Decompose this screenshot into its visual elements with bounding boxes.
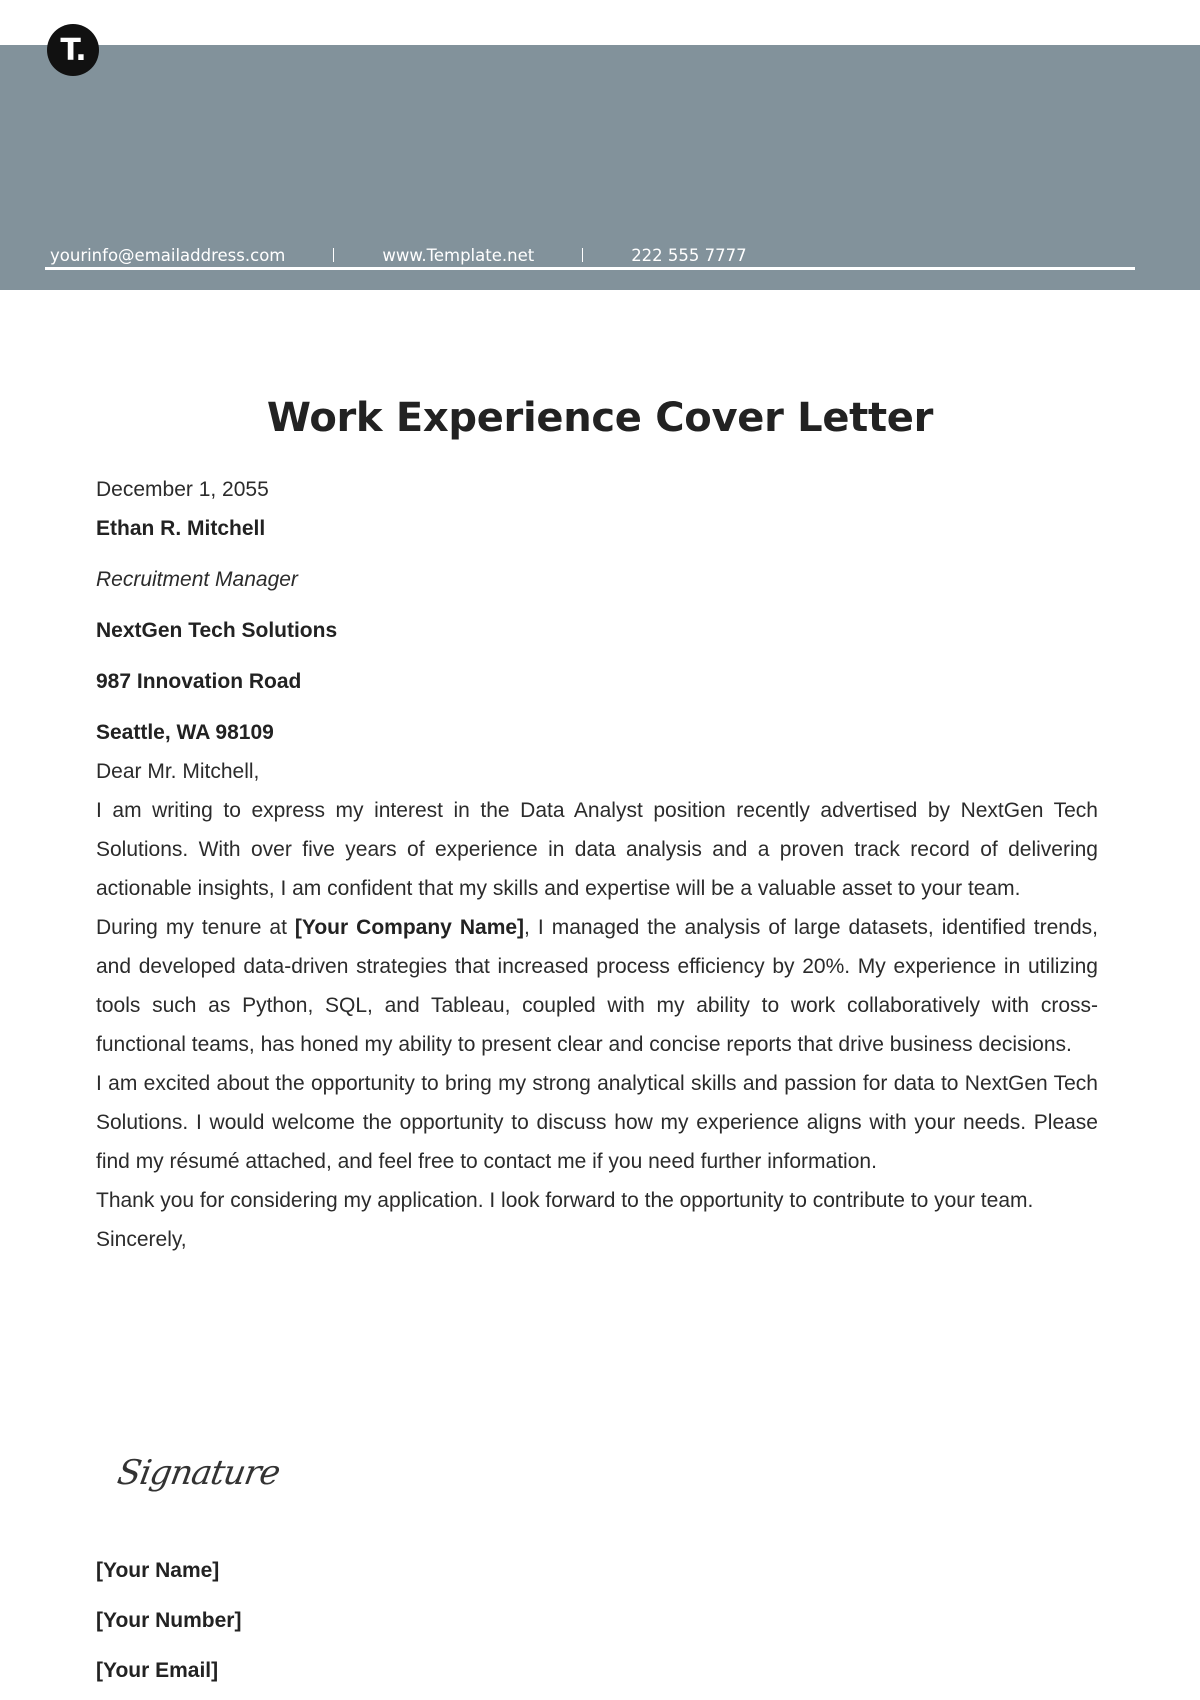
contact-info [50,244,747,266]
logo-icon [47,24,99,76]
sender-email: [Your Email] [96,1659,219,1682]
sender-block [96,1546,241,1696]
signature: Signature [114,1453,283,1493]
letter-date: December 1, 2055 [96,478,269,501]
paragraph-experience [96,908,1098,1064]
paragraph-intro: I am writing to express my interest in the Data Analyst position recently advertised by NextGen Tech Solutions. With over five years of experience in data analysis and a proven track record of delivering actionable insights, I am confident that my skills and expertise will be a valuable asset to your team. [96,799,1098,900]
company-placeholder: [Your Company Name] [294,916,525,939]
sender-number: [Your Number] [96,1609,242,1632]
contact-website[interactable]: www.Template.net [382,245,535,265]
contact-email[interactable]: yourinfo@emailaddress.com [50,245,286,265]
recipient-title: Recruitment Manager [96,568,298,591]
recipient-company: NextGen Tech Solutions [96,619,338,642]
paragraph-experience-rest: , I managed the analysis of large datasets, identified trends, and developed data-driven strategies that increased process efficiency by 20%. My experience in utilizing tools such as Python, SQL, and Tableau, coupled with my ability to work collaboratively with cross-functional teams, has honed my ability to present clear and concise reports that drive business decisions. [96,916,1098,1056]
paragraph-experience-prefix: During my tenure at [96,916,295,939]
sender-name: [Your Name] [96,1559,220,1582]
contact-phone[interactable]: 222 555 7777 [631,245,747,265]
header-divider [45,267,1135,270]
salutation: Dear Mr. Mitchell, [96,760,260,783]
logo-text: T. [60,32,86,68]
contact-separator [333,248,334,262]
document-title: Work Experience Cover Letter [266,395,934,441]
closing: Sincerely, [96,1228,187,1251]
paragraph-enthusiasm: I am excited about the opportunity to bring my strong analytical skills and passion for data to NextGen Tech Solutions. I would welcome the opportunity to discuss how my experience aligns with your needs. Please find my résumé attached, and feel free to contact me if you need further information. [96,1072,1098,1173]
recipient-name: Ethan R. Mitchell [96,517,266,540]
recipient-city: Seattle, WA 98109 [96,721,274,744]
letter-body [96,470,1098,1259]
recipient-street: 987 Innovation Road [96,670,302,693]
contact-separator [582,248,583,262]
paragraph-thanks: Thank you for considering my application. I look forward to the opportunity to contribute to your team. [96,1189,1034,1212]
